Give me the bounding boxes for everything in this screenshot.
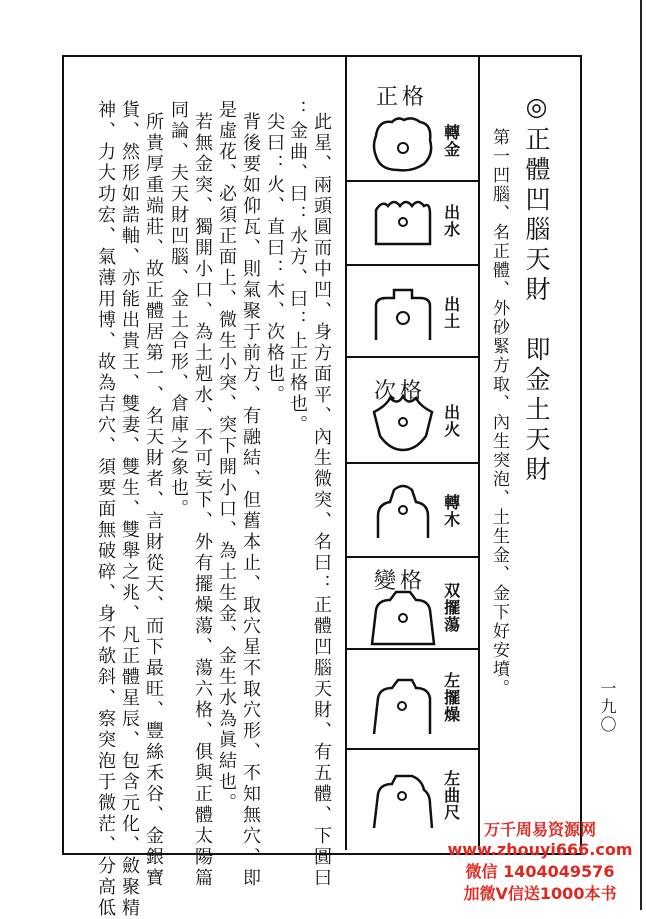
cell-label-chushui: 出水 bbox=[441, 204, 461, 238]
body-column-5: 是虛花、必須正面上、微生小突、突下開小口、為土生金、金生水為眞結也。 bbox=[216, 100, 237, 814]
watermark-promo: 加微V信送1000本书 bbox=[463, 884, 617, 903]
cell-divider bbox=[346, 748, 478, 750]
cell-divider bbox=[346, 180, 478, 182]
double-sway-mound-icon bbox=[368, 586, 438, 648]
watermark-wechat: 微信 1404049576 bbox=[465, 862, 615, 881]
cell-label-zuobaizao: 左擺燥 bbox=[441, 672, 461, 723]
grade-label-zheng: 正格 bbox=[376, 85, 429, 110]
diagram-right-border bbox=[478, 57, 480, 850]
page-edge-line bbox=[640, 0, 642, 910]
watermark-site-name: 万千周易资源网 bbox=[483, 820, 596, 839]
watermark-url: www.zhouyi666.com bbox=[447, 840, 633, 859]
page-title: ◎正體凹腦天財 即金土天財 bbox=[522, 92, 551, 486]
body-column-9: 貨、然形如誥軸、亦能出貴王、雙妻、雙生、雙舉之兆、凡正體星辰、包含元化、斂聚精 bbox=[119, 100, 140, 919]
cell-divider bbox=[346, 264, 478, 266]
grade-label-ci: 次格 bbox=[374, 379, 427, 404]
grade-label-bian: 變格 bbox=[374, 569, 427, 594]
body-column-6: 若無金突、獨開小口、為土剋水、不可妄下、外有擺燥蕩、蕩六格、俱與正體太陽篇 bbox=[192, 112, 213, 889]
cell-label-shuangbaidang: 双擺蕩 bbox=[441, 582, 461, 633]
cell-divider bbox=[346, 648, 478, 650]
left-curve-mound-icon bbox=[368, 770, 438, 832]
body-column-10: 神、力大功宏、氣薄用博、故為吉穴、須要面無破碎、身不欹斜、察突泡于微茫、分高低 bbox=[95, 100, 116, 919]
flat-head-mound-icon bbox=[368, 284, 438, 346]
diagram-panel bbox=[346, 58, 478, 850]
page-number: 一九〇 bbox=[598, 680, 617, 734]
cell-label-zuoquchi: 左曲尺 bbox=[441, 770, 461, 821]
cell-label-zhuanjin: 轉金 bbox=[441, 124, 461, 158]
cell-label-chutu: 出土 bbox=[441, 296, 461, 330]
body-column-1: 此星、兩頭圓而中凹、身方面平、內生微突、名曰：正體凹腦天財、有五體、下圓曰 bbox=[311, 112, 332, 889]
body-column-3: 尖曰：火、直曰：木、次格也。 bbox=[264, 112, 285, 406]
body-column-7: 同論、夫天財凹腦、金土合形、倉庫之象也。 bbox=[168, 100, 189, 520]
cell-divider bbox=[346, 462, 478, 464]
wavy-head-mound-icon bbox=[368, 192, 438, 254]
left-sway-mound-icon bbox=[368, 676, 438, 738]
cell-label-chuhuo: 出火 bbox=[441, 404, 461, 438]
body-column-2: ：金曲、曰：水方、曰：上正格也。 bbox=[287, 100, 308, 436]
body-column-8: 所貴厚重端莊、故正體居第一、名天財者、言財從天、而下最旺、豐絲禾谷、金銀寶 bbox=[143, 112, 164, 889]
round-head-mound-icon bbox=[368, 114, 438, 176]
cell-divider bbox=[346, 356, 478, 358]
body-column-4: 背後要如仰瓦、則氣聚于前方、有融結、但舊本止、取穴星不取穴形、不知無穴、即 bbox=[240, 112, 261, 889]
page-subtitle: 第一凹腦、名正體、外砂緊方取、內生突泡、土生金、金下好安墳。 bbox=[489, 128, 509, 698]
tall-head-mound-icon bbox=[368, 482, 438, 544]
cell-label-zhuanmu: 轉木 bbox=[441, 494, 461, 528]
cell-divider bbox=[346, 556, 478, 558]
pointed-head-mound-icon bbox=[368, 392, 438, 454]
